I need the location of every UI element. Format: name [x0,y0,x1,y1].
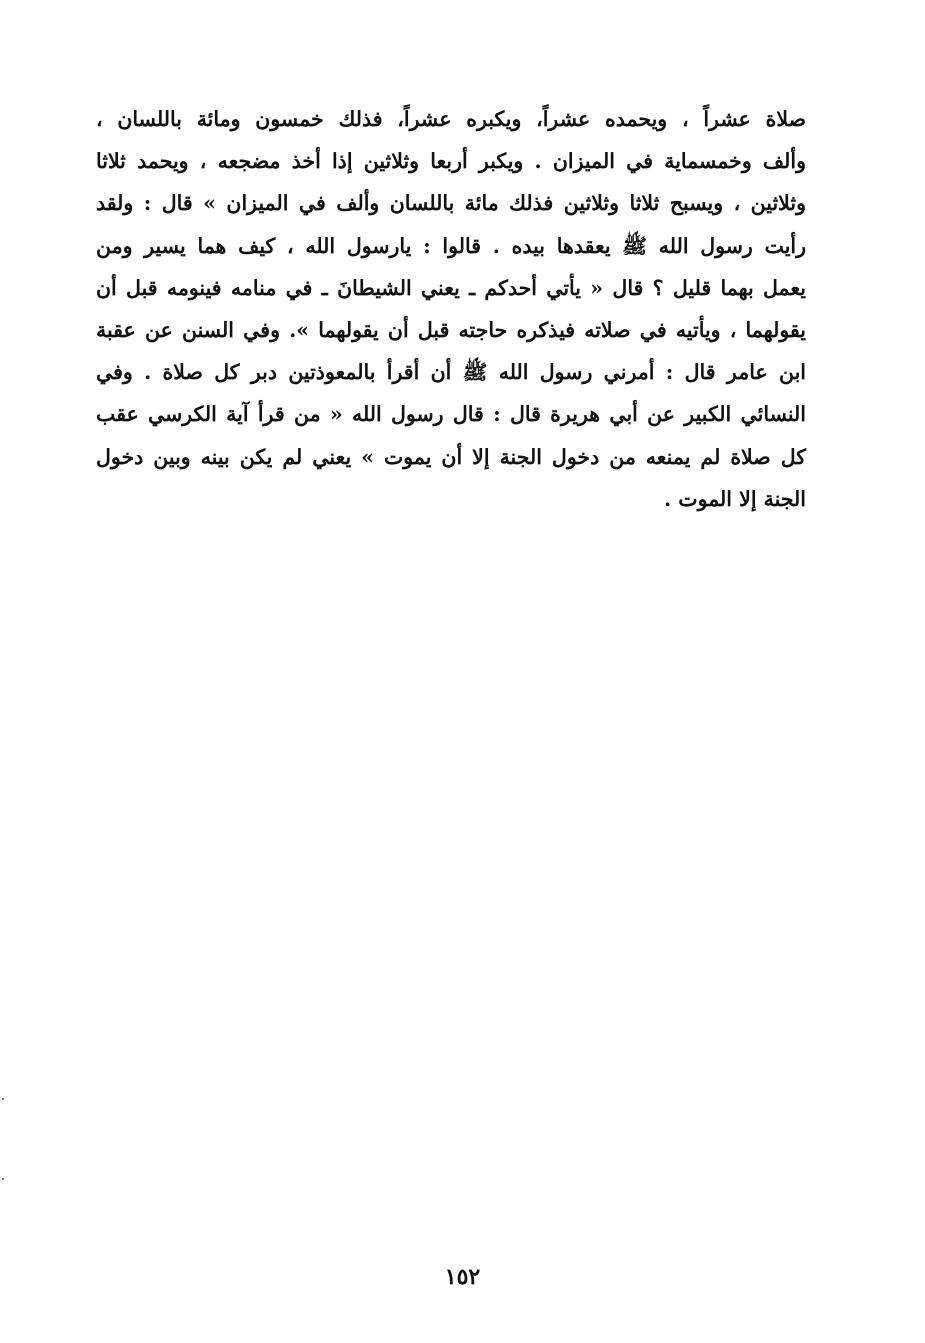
text-line-3: وثلاثين ، ويسبح ثلاثا وثلاثين فذلك مائة باللسان وألف في الميزان » قال : ولقد [96,191,806,216]
body-text [96,98,806,520]
text-line-9: كل صلاة لم يمنعه من دخول الجنة إلا أن يموت » يعني لم يكن بينه وبين دخول [96,444,806,469]
scan-speck [2,1098,4,1100]
text-line-6: يقولهما ، ويأتيه في صلاته فيذكره حاجته قبل أن يقولهما ». وفي السنن عن عقبة [96,317,806,342]
text-line-7: ابن عامر قال : أمرني رسول الله ﷺ أن أقرأ بالمعوذتين دبر كل صلاة . وفي [96,360,806,385]
text-line-8: النسائي الكبير عن أبي هريرة قال : قال رسول الله « من قرأ آية الكرسي عقب [96,402,806,427]
text-line-10: الجنة إلا الموت . [664,486,806,511]
text-line-4: رأيت رسول الله ﷺ يعقدها بيده . قالوا : يارسول الله ، كيف هما يسير ومن [96,233,806,258]
scan-speck [2,1178,4,1180]
text-line-5: يعمل بهما قليل ؟ قال « يأتي أحدكم ـ يعني الشيطانَ ـ في منامه فينومه قبل أن [96,275,806,300]
page-number: ١٥٢ [444,1264,481,1290]
text-line-1: صلاة عشراً ، ويحمده عشراً، ويكبره عشراً، فذلك خمسون ومائة باللسان ، [96,107,806,131]
text-line-2: وألف وخمسماية في الميزان . ويكبر أربعا وثلاثين إذا أخذ مضجعه ، ويحمد ثلاثا [96,149,806,174]
